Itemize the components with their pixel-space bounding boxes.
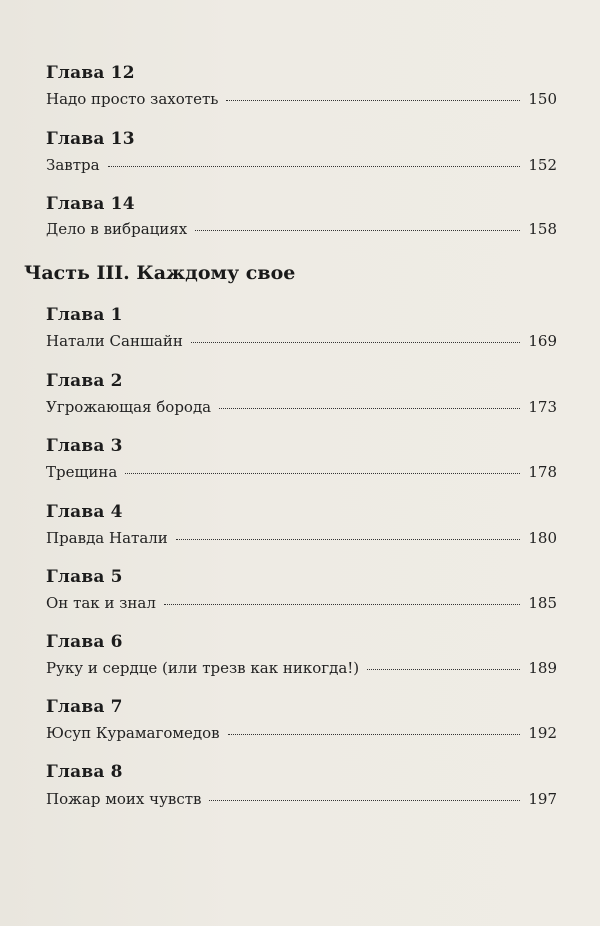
chapter-heading: Глава 12 xyxy=(46,63,135,83)
page-number: 185 xyxy=(528,594,557,612)
page-number: 189 xyxy=(528,659,557,677)
dot-leader xyxy=(219,408,520,409)
toc-entry[interactable] xyxy=(46,332,557,350)
chapter-name: Надо просто захотеть xyxy=(46,90,219,108)
chapter-name: Руку и сердце (или трезв как никогда!) xyxy=(46,659,360,677)
chapter-name: Юсуп Курамагомедов xyxy=(46,724,220,742)
chapter-heading: Глава 3 xyxy=(46,436,123,456)
toc-entry[interactable] xyxy=(46,659,557,677)
dot-leader xyxy=(367,669,520,670)
chapter-heading: Глава 4 xyxy=(46,502,123,522)
page-number: 173 xyxy=(528,398,557,416)
chapter-heading: Глава 13 xyxy=(46,129,135,149)
dot-leader xyxy=(164,604,520,605)
chapter-heading: Глава 2 xyxy=(46,371,123,391)
chapter-heading: Глава 5 xyxy=(46,567,123,587)
chapter-name: Угрожающая борода xyxy=(46,398,212,416)
chapter-name: Пожар моих чувств xyxy=(46,790,202,808)
dot-leader xyxy=(108,166,521,167)
dot-leader xyxy=(226,100,520,101)
toc-entry[interactable] xyxy=(46,463,557,481)
part-title: Часть III. Каждому свое xyxy=(24,262,296,284)
chapter-heading: Глава 14 xyxy=(46,194,135,214)
dot-leader xyxy=(209,800,520,801)
chapter-name: Правда Натали xyxy=(46,529,168,547)
toc-entry[interactable] xyxy=(46,220,557,238)
page-number: 152 xyxy=(528,156,557,174)
page-number: 192 xyxy=(528,724,557,742)
dot-leader xyxy=(228,734,521,735)
page-number: 169 xyxy=(528,332,557,350)
toc-entry[interactable] xyxy=(46,156,557,174)
page-number: 150 xyxy=(528,90,557,108)
chapter-name: Трещина xyxy=(46,463,118,481)
chapter-heading: Глава 8 xyxy=(46,762,123,782)
toc-entry[interactable] xyxy=(46,529,557,547)
toc-entry[interactable] xyxy=(46,90,557,108)
toc-entry[interactable] xyxy=(46,398,557,416)
dot-leader xyxy=(191,342,520,343)
chapter-heading: Глава 1 xyxy=(46,305,123,325)
page-number: 158 xyxy=(528,220,557,238)
chapter-name: Дело в вибрациях xyxy=(46,220,188,238)
chapter-name: Натали Саншайн xyxy=(46,332,183,350)
chapter-heading: Глава 6 xyxy=(46,632,123,652)
page-number: 197 xyxy=(528,790,557,808)
dot-leader xyxy=(176,539,521,540)
toc-entry[interactable] xyxy=(46,594,557,612)
chapter-name: Завтра xyxy=(46,156,100,174)
toc-entry[interactable] xyxy=(46,790,557,808)
dot-leader xyxy=(195,230,520,231)
page-number: 178 xyxy=(528,463,557,481)
chapter-heading: Глава 7 xyxy=(46,697,123,717)
dot-leader xyxy=(125,473,520,474)
page-number: 180 xyxy=(528,529,557,547)
toc-entry[interactable] xyxy=(46,724,557,742)
chapter-name: Он так и знал xyxy=(46,594,156,612)
